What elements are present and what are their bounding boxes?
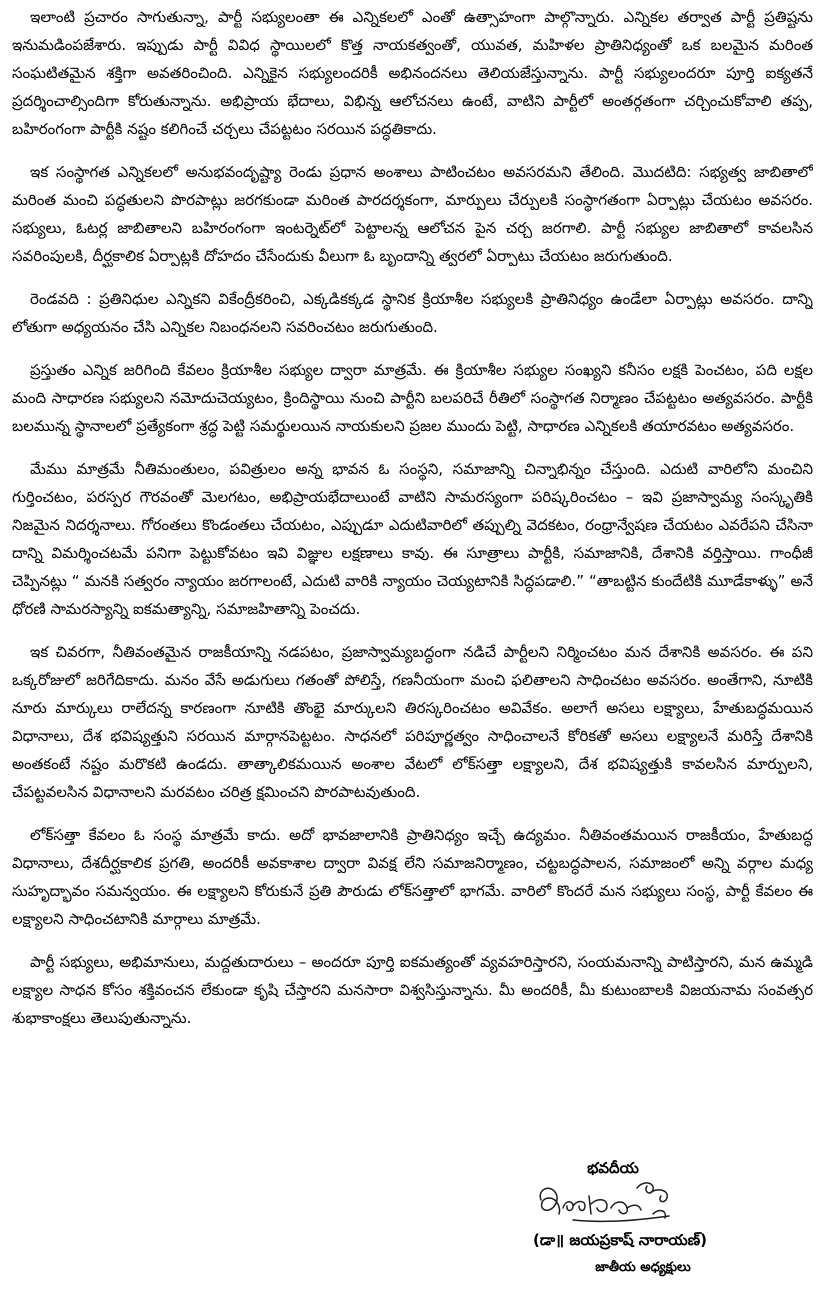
paragraph-8: పార్టీ సభ్యులు, అభిమానులు, మద్దతుదారులు – అందరూ పూర్తి ఐకమత్యంతో వ్యవహరిస్తారని, సంయమనాన్ని పాటిస్తారని, మన ఉమ్మడి లక్ష్యాల సాధన కోసం శక్తివంచన లేకుండా కృషి చేస్తారని మనసారా విశ్వసిస్తున్నాను. మీ అందరికీ, మీ కుటుంబాలకి విజయనామ సంవత్సర శుభాకాంక్షలు తెలుపుతున్నాను.: [12, 953, 813, 1027]
paragraph-2: ఇక సంస్థాగత ఎన్నికలలో అనుభవందృష్ట్యా రెండు ప్రధాన అంశాలు పాటించటం అవసరమని తేలింది. మొదటిది: సభ్యత్వ జాబితాలో మరింత మంచి పద్ధతులని పొరపాట్లు జరగకుండా మరింత పారదర్శకంగా, మార్పులు చేర్పులకి సంస్థాగతంగా ఏర్పాట్లు చేయటం అవసరం. సభ్యులు, ఓటర్ల జాబితాలని బహిరంగంగా ఇంటర్నెట్‌లో పెట్టాలన్న ఆలోచన పైన చర్చ జరగాలి. పార్టీ సభ్యుల జాబితాలో కావలసిన సవరింపులకి, దీర్ఘకాలిక ఏర్పాట్లకి దోహదం చేసేందుకు వీలుగా ఓ బృందాన్ని త్వరలో ఏర్పాటు చేయటం జరుగుతుంది.: [12, 163, 813, 265]
paragraph-6: ఇక చివరగా, నీతివంతమైన రాజకీయాన్ని నడపటం, ప్రజాస్వామ్యబద్ధంగా నడిచే పార్టీలని నిర్మించటం మన దేశానికి అవసరం. ఈ పని ఒక్కరోజులో జరిగేదికాదు. మనం వేసే అడుగులు గతంతో పోలిస్తే, గణనీయంగా మంచి ఫలితాలని సాధించటం అవసరం. అంతేగాని, నూటికి నూరు మార్కులు రాలేదన్న కారణంగా నూటికి తొంభై మార్కులని తిరస్కరించటం అవివేకం. అలాగే అసలు లక్ష్యాలు, హేతుబద్ధమయిన విధానాలు, దేశ భవిష్యత్తుని సరయిన మార్గానపెట్టటం. సాధనలో పరిపూర్ణత్వం సాధించాలనే కోరికతో అసలు లక్ష్యాలనే మరిస్తే దేశానికి అంతకంటే నష్టం మరొకటి ఉండదు. తాత్కాలికమయిన అంశాల వేటలో లోక్‌సత్తా లక్ష్యాలని, దేశ భవిష్యత్తుకి కావలసిన మార్పులని, చేపట్టవలసిన విధానాలని మరవటం చరిత్ర క్షమించని పొరపాటవుతుంది.: [12, 643, 813, 801]
paragraph-7: లోక్‌సత్తా కేవలం ఓ సంస్థ మాత్రమే కాదు. అదో భావజాలానికి ప్రాతినిధ్యం ఇచ్చే ఉద్యమం. నీతివంతమయిన రాజకీయం, హేతుబద్ధ విధానాలు, దేశదీర్ఘకాలిక ప్రగతి, అందరికీ అవకాశాల ద్వారా వివక్ష లేని సమాజనిర్మాణం, చట్టబద్ధపాలన, సమాజంలో అన్ని వర్గాల మధ్య సుహృద్భావం సమన్వయం. ఈ లక్ష్యాలని కోరుకునే ప్రతి పౌరుడు లోక్‌సత్తాలో భాగమే. వారిలో కొందరే మన సభ్యులు సంస్థ, పార్టీ కేవలం ఈ లక్ష్యాలని సాధించటానికి మార్గాలు మాత్రమే.: [12, 826, 813, 928]
paragraph-5: మేము మాత్రమే నీతిమంతులం, పవిత్రులం అన్న భావన ఓ సంస్థని, సమాజాన్ని చిన్నాభిన్నం చేస్తుంది. ఎదుటి వారిలోని మంచిని గుర్తించటం, పరస్పర గౌరవంతో మెలగటం, అభిప్రాయభేదాలుంటే వాటిని సామరస్యంగా పరిష్కరించటం – ఇవి ప్రజాస్వామ్య సంస్కృతికి నిజమైన నిదర్శనాలు. గోరంతలు కొండంతలు చేయటం, ఎప్పుడూ ఎదుటివారిలో తప్పుల్ని వెదకటం, రంధ్రాన్వేషణ చేయటం ఎవరేపని చేసినా దాన్ని విమర్శించటమే పనిగా పెట్టుకోవటం ఇవి విజ్ఞుల లక్షణాలు కావు. ఈ సూత్రాలు పార్టీకి, సమాజానికి, దేశానికి వర్తిస్తాయి. గాంధీజీ చెప్పినట్లు “ మనకి సత్వరం న్యాయం జరగాలంటే, ఎదుటి వారికి న్యాయం చెయ్యటానికి సిద్ధపడాలి.” “తాబట్టిన కుందేటికి మూడేకాళ్ళు” అనే ధోరణి సామరస్యాన్ని ఐకమత్యాన్ని, సమాజహితాన్ని పెంచదు.: [12, 460, 813, 618]
letter-body: [12, 0, 813, 1150]
paragraph-1: ఇలాంటి ప్రచారం సాగుతున్నా, పార్టీ సభ్యులంతా ఈ ఎన్నికలలో ఎంతో ఉత్సాహంగా పాల్గొన్నారు. ఎన్నికల తర్వాత పార్టీ ప్రతిష్టను ఇనుమడింపజేశారు. ఇప్పుడు పార్టీ వివిధ స్థాయిలలో కొత్త నాయకత్వంతో, యువత, మహిళల ప్రాతినిధ్యంతో ఒక బలమైన మరింత సంఘటితమైన శక్తిగా అవతరించింది. ఎన్నికైన సభ్యులందరికీ అభినందనలు తెలియజేస్తున్నాను. పార్టీ సభ్యులందరూ పూర్తి ఐక్యతనే ప్రదర్శించాల్సిందిగా కోరుతున్నాను. అభిప్రాయ భేదాలు, విభిన్న ఆలోచనలు ఉంటే, వాటిని పార్టీలో అంతర్గతంగా చర్చించుకోవాలి తప్ప, బహిరంగంగా పార్టీకి నష్టం కలిగించే చర్చలు చేపట్టటం సరయిన పద్ధతికాదు.: [12, 8, 813, 138]
signer-title: జాతీయ అధ్యక్షులు: [595, 1260, 691, 1275]
handwritten-signature-icon: [533, 1178, 683, 1228]
paragraph-3: రెండవది : ప్రతినిధుల ఎన్నికని వికేంద్రీకరించి, ఎక్కడికక్కడ స్థానిక క్రియాశీల సభ్యులకి ప్రాతినిధ్యం ఉండేలా ఏర్పాట్లు అవసరం. దాన్ని లోతుగా అధ్యయనం చేసి ఎన్నికల నిబంధనలని సవరించటం జరుగుతుంది.: [12, 290, 813, 336]
valediction: భవదీయ: [587, 1159, 639, 1177]
paragraph-4: ప్రస్తుతం ఎన్నిక జరిగింది కేవలం క్రియాశీల సభ్యుల ద్వారా మాత్రమే. ఈ క్రియాశీల సభ్యుల సంఖ్యని కనీసం లక్షకి పెంచటం, పది లక్షల మంది సాధారణ సభ్యులని నమోదుచెయ్యటం, క్రిందిస్థాయి నుంచి పార్టీని బలపరిచే రీతిలో సంస్థాగత నిర్మాణం చేపట్టటం అత్యవసరం. పార్టీకి బలమున్న స్థానాలలో ప్రత్యేకంగా శ్రద్ధ పెట్టి సమర్థులయిన నాయకులని ప్రజల ముందు పెట్టి, సాధారణ ఎన్నికలకి తయారవటం అత్యవసరం.: [12, 361, 813, 435]
signer-name: (డా॥ జయప్రకాష్ నారాయణ్): [533, 1231, 707, 1249]
signature-block: [500, 1150, 760, 1290]
